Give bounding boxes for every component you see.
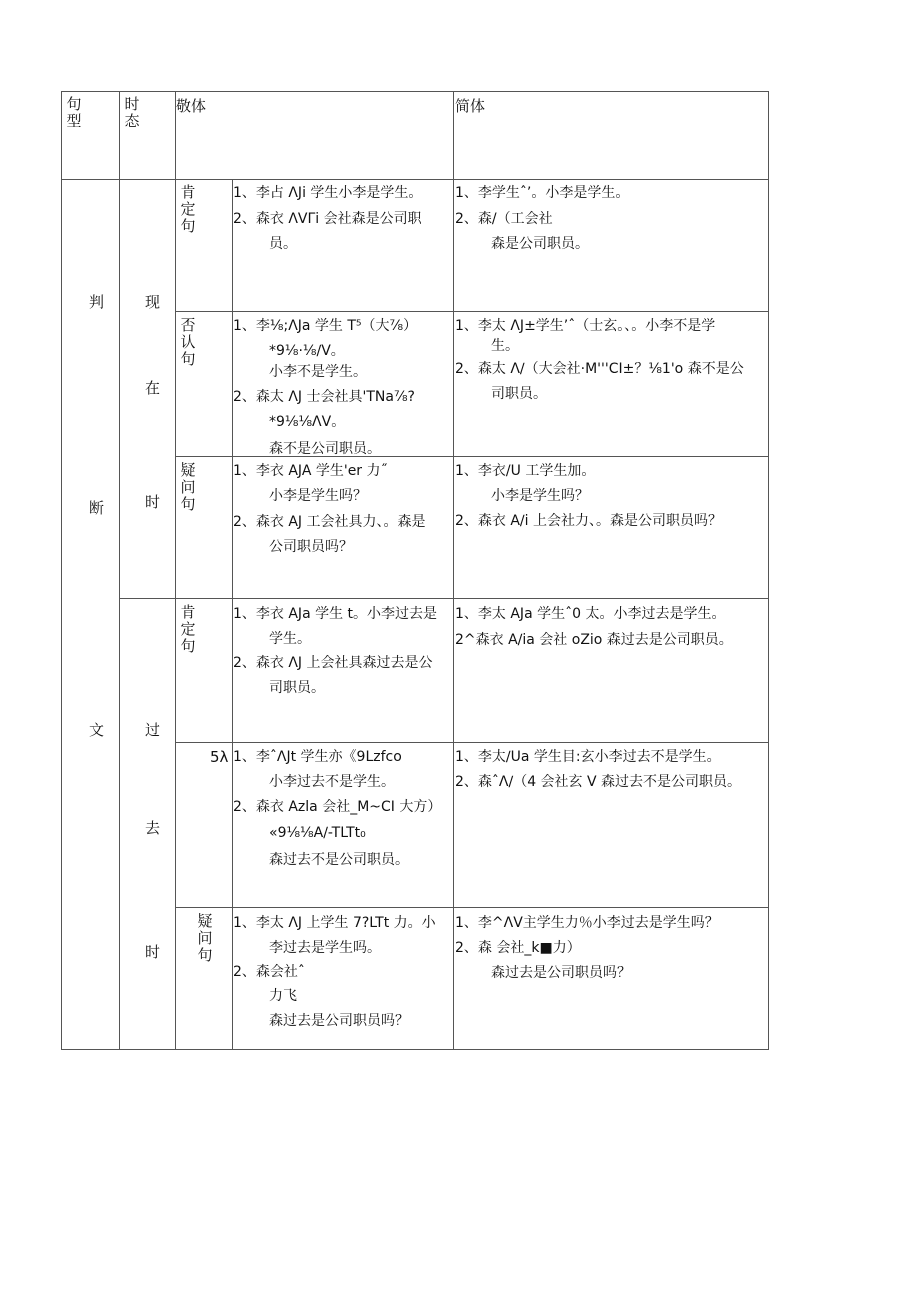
row-type-negative: 否认句 bbox=[180, 316, 196, 368]
col-divider bbox=[119, 91, 120, 1050]
plain-line: 2、森ˆΛ∕（4 会社玄 V 森过去不是公司职员。 bbox=[455, 774, 742, 790]
plain-line: 1、李衣/U 工学生加。 bbox=[455, 463, 596, 479]
row-divider bbox=[119, 598, 769, 599]
plain-line: 司职员。 bbox=[491, 386, 547, 402]
row-divider bbox=[175, 311, 769, 312]
polite-line: 2、森会社ˆ bbox=[233, 964, 305, 980]
header-polite: 敬体 bbox=[176, 97, 207, 115]
plain-line: 2、森衣 A∕i 上会社力、。森是公司职员吗？ bbox=[455, 513, 722, 529]
polite-line: 森过去是公司职员吗？ bbox=[269, 1013, 409, 1029]
polite-line: *9⅛·⅛∕V。 bbox=[269, 343, 345, 359]
polite-line: 小李过去不是学生。 bbox=[269, 774, 395, 790]
header-tense: 时态 bbox=[124, 95, 140, 130]
header-divider bbox=[61, 179, 769, 180]
tense-present-char: 时 bbox=[145, 493, 161, 511]
plain-line: 1、李太∕Ua 学生目:玄小李过去不是学生。 bbox=[455, 749, 721, 765]
sentence-type-char: 文 bbox=[89, 721, 105, 739]
polite-line: 1、李衣 AJA 学生'er 力˝ bbox=[233, 463, 388, 479]
polite-line: 2、森太 ΛJ 士会社具'TNa⅞? bbox=[233, 389, 415, 405]
polite-line: 学生。 bbox=[269, 631, 311, 647]
polite-line: 2、森衣 ΛVΓi 会社森是公司职 bbox=[233, 211, 422, 227]
polite-line: 1、李⅛;ΛJa 学生 T⁵（大⅞） bbox=[233, 318, 418, 334]
row-divider bbox=[175, 907, 769, 908]
polite-line: 1、李ˆΛJt 学生亦《9Lzfco bbox=[233, 749, 402, 765]
polite-line: 力飞 bbox=[269, 988, 297, 1004]
table-border-right bbox=[768, 91, 769, 1050]
tense-past-char: 时 bbox=[145, 943, 161, 961]
row-type-question: 疑问句 bbox=[180, 461, 196, 513]
row-divider bbox=[175, 742, 769, 743]
row-type-question: 疑问句 bbox=[197, 912, 213, 964]
tense-past-char: 过 bbox=[145, 721, 161, 739]
plain-line: 1、李学生ˆ’。小李是学生。 bbox=[455, 185, 630, 201]
plain-line: 生。 bbox=[491, 338, 519, 354]
plain-line: 1、李太 ΛJ±学生’ˆ（士玄。、。小李不是学 bbox=[455, 318, 716, 334]
polite-line: 森不是公司职员。 bbox=[269, 441, 381, 457]
header-sentence-type: 句型 bbox=[66, 95, 82, 130]
plain-line: 2^森衣 A∕ia 会社 oZio 森过去是公司职员。 bbox=[455, 632, 733, 648]
table-border-left bbox=[61, 91, 62, 1050]
polite-line: 1、李衣 AJa 学生 t。小李过去是 bbox=[233, 606, 438, 622]
col-divider bbox=[453, 91, 454, 1050]
sentence-type-char: 判 bbox=[89, 293, 105, 311]
polite-line: 小李不是学生。 bbox=[269, 364, 367, 380]
row-type-affirmative: 肯定句 bbox=[180, 603, 196, 655]
polite-line: 公司职员吗？ bbox=[269, 539, 353, 555]
tense-past-char: 去 bbox=[145, 819, 161, 837]
polite-line: 2、森衣 Azla 会社_M~CI 大方） bbox=[233, 799, 442, 815]
col-divider bbox=[175, 91, 176, 1050]
tense-present-char: 现 bbox=[145, 293, 161, 311]
polite-line: *9⅛⅛ΛV。 bbox=[269, 414, 346, 430]
polite-line: 1、李占 ΛJi 学生小李是学生。 bbox=[233, 185, 423, 201]
row-type-affirmative: 肯定句 bbox=[180, 183, 196, 235]
plain-line: 2、森/（工会社 bbox=[455, 211, 553, 227]
polite-line: 1、李太 ΛJ 上学生 7?LTt 力。小 bbox=[233, 915, 436, 931]
row-type-negative: 5λ bbox=[210, 748, 229, 766]
polite-line: 小李是学生吗？ bbox=[269, 488, 367, 504]
row-divider bbox=[175, 456, 769, 457]
plain-line: 小李是学生吗？ bbox=[491, 488, 589, 504]
plain-line: 1、李太 AJa 学生ˆ0 太。小李过去是学生。 bbox=[455, 606, 726, 622]
polite-line: 2、森衣 AJ 工会社具力、。森是 bbox=[233, 514, 426, 530]
plain-line: 2、森太 Λ∕（大会社·M'''CI±？⅛1'o 森不是公 bbox=[455, 361, 744, 377]
polite-line: 司职员。 bbox=[269, 680, 325, 696]
polite-line: 李过去是学生吗。 bbox=[269, 940, 381, 956]
tense-present-char: 在 bbox=[145, 379, 161, 397]
polite-line: 2、森衣 ΛJ 上会社具森过去是公 bbox=[233, 655, 433, 671]
plain-line: 森是公司职员。 bbox=[491, 236, 589, 252]
table-border-bottom bbox=[61, 1049, 769, 1050]
header-plain: 简体 bbox=[455, 97, 486, 115]
table-border-top bbox=[61, 91, 769, 92]
sentence-type-char: 断 bbox=[89, 499, 105, 517]
plain-line: 1、李^ΛV主学生力％小李过去是学生吗？ bbox=[455, 915, 719, 931]
polite-line: «9⅛⅛A∕-TLTt₀ bbox=[269, 825, 366, 841]
polite-line: 员。 bbox=[269, 236, 297, 252]
plain-line: 森过去是公司职员吗？ bbox=[491, 965, 631, 981]
polite-line: 森过去不是公司职员。 bbox=[269, 852, 409, 868]
plain-line: 2、森 会社_k■力） bbox=[455, 940, 581, 956]
